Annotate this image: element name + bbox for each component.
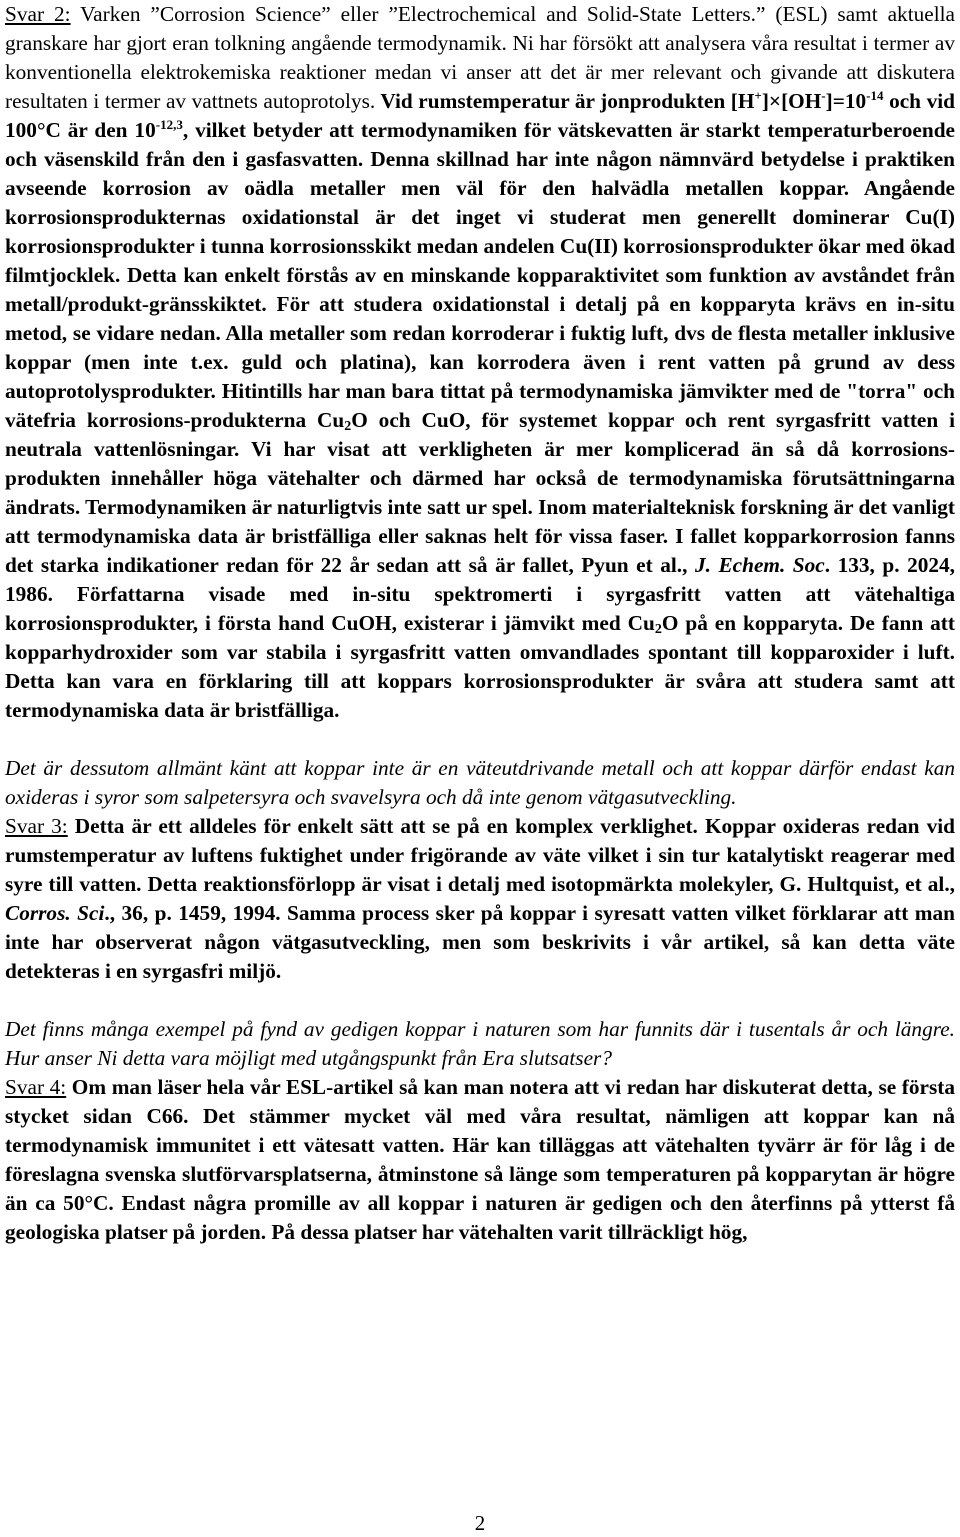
journal-reference-1: J. Echem. Soc — [694, 553, 825, 577]
paragraph-gap — [5, 725, 955, 754]
answer-4-label: Svar 4: — [5, 1075, 67, 1099]
answer-4-paragraph: Svar 4: Om man läser hela vår ESL-artikel så kan man notera att vi redan har diskuterat detta, se första stycket sidan C66. Det stämmer mycket väl med våra resultat, nämligen att koppar kan nå termodynamisk immunitet i ett vätesatt vatten. Här kan tilläggas att vätehalten tyvärr är för låg i de föreslagna svenska slutförvarsplatserna, åtminstone så länge som temperaturen på kopparytan är högre än ca 50°C. Endast några promille av all koppar i naturen är gedigen och den återfinns på ytterst få geologiska platser på jorden. På dessa platser har vätehalten varit tillräckligt hög, — [5, 1075, 955, 1244]
document-page — [5, 0, 955, 1247]
question-3: Det är dessutom allmänt känt att koppar inte är en väteutdrivande metall och att koppar därför endast kan oxideras i syror som salpetersyra och svavelsyra och då inte genom vätgasutveckling. — [5, 756, 955, 809]
answer-2-paragraph: Svar 2: Varken ”Corrosion Science” eller ”Electrochemical and Solid-State Letters.” (ESL) samt aktuella granskare har gjort eran tolkning angående termodynamik. Ni har försökt att analysera våra resultat i termer av konventionella elektrokemiska reaktioner medan vi anser att det är mer relevant och givande att diskutera resultaten i termer av vattnets autoprotolys. Vid rumstemperatur är jonprodukten $[H^+]\times[OH^-]=10^{-14}$ och vid 100°C är den $10^{-12,3}$, vilket betyder att termodynamiken för vätskevatten är starkt temperaturberoende och väsenskild från den i gasfasvatten. Denna skillnad har inte någon nämnvärd betydelse i praktiken avseende korrosion av oädla metaller men väl för den halvädla metallen koppar. Angående korrosionsprodukternas oxidationstal är det inget vi studerat men generellt dominerar Cu(I) korrosionsprodukter i tunna korrosionsskikt medan andelen Cu(II) korrosionsprodukter ökar med ökad filmtjocklek. Detta kan enkelt förstås av en minskande kopparaktivitet som funktion av avståndet från metall/produkt-gränsskiktet. För att studera oxidationstal i detalj på en kopparyta krävs en in-situ metod, se vidare nedan. Alla metaller som redan korroderar i fuktig luft, dvs de flesta metaller inklusive koppar (men inte t.ex. guld och platina), kan korrodera även i rent vatten på grund av dess autoprotolysprodukter. Hitintills har man bara tittat på termodynamiska jämvikter med de "torra" och vätefria korrosions-produkterna $Cu_2O$ och CuO, för systemet koppar och rent syrgasfritt vatten i neutrala vattenlösningar. Vi har visat att verkligheten är mer komplicerad än så då korrosions-produkten innehåller höga vätehalter och därmed har också de termodynamiska förutsättningarna ändrats. Termodynamiken är naturligtvis inte satt ur spel. Inom materialteknisk forskning är det vanligt att termodynamiska data är bristfälliga eller saknas helt för vissa faser. I fallet kopparkorrosion fanns det starka indikationer redan för 22 år sedan att så är fallet, Pyun et al., J. Echem. Soc. 133, p. 2024, 1986. Författarna visade med in-situ spektromerti i syrgasfritt vatten att vätehaltiga korrosionsprodukter, i första hand CuOH, existerar i jämvikt med $Cu_2O$ på en kopparyta. De fann att kopparhydroxider som var stabila i syrgasfritt vatten omvandlades spontant till kopparoxider i luft. Detta kan vara en förklaring till att koppars korrosionsprodukter är svåra att studera samt att termodynamiska data är bristfälliga. — [5, 2, 955, 722]
answer-2-lead: Svar 2: Varken ”Corrosion Science” eller ”Electrochemical and Solid-State Letters.” (ESL) samt aktuella granskare har gjort eran tolkning angående termodynamik. Ni har försökt att analysera våra resultat i termer av konventionella elektrokemiska reaktioner medan vi anser att det är mer relevant och givande att diskutera resultaten i termer av vattnets autoprotolys. — [5, 2, 955, 113]
answer-3-paragraph: Svar 3: Detta är ett alldeles för enkelt sätt att se på en komplex verklighet. Koppar oxideras redan vid rumstemperatur av luftens fuktighet under frigörande av väte vilket i sin tur katalytiskt reagerar med syre till vatten. Detta reaktionsförlopp är visat i detalj med isotopmärkta molekyler, G. Hultquist, et al., Corros. Sci., 36, p. 1459, 1994. Samma process sker på koppar i syresatt vatten vilket förklarar att man inte har observerat någon vätgasutveckling, men som beskrivits i vår artikel, så kan detta väte detekteras i en syrgasfri miljö. — [5, 814, 955, 983]
answer-3-label: Svar 3: — [5, 814, 68, 838]
answer-2-label: Svar 2: — [5, 2, 71, 26]
journal-reference-2: Corros. Sci — [5, 901, 105, 925]
paragraph-gap — [5, 986, 955, 1015]
question-4: Det finns många exempel på fynd av gedigen koppar i naturen som har funnits där i tusentals år och längre. Hur anser Ni detta vara möjligt med utgångspunkt från Era slutsatser? — [5, 1017, 955, 1070]
page-number: 2 — [474, 1511, 486, 1535]
